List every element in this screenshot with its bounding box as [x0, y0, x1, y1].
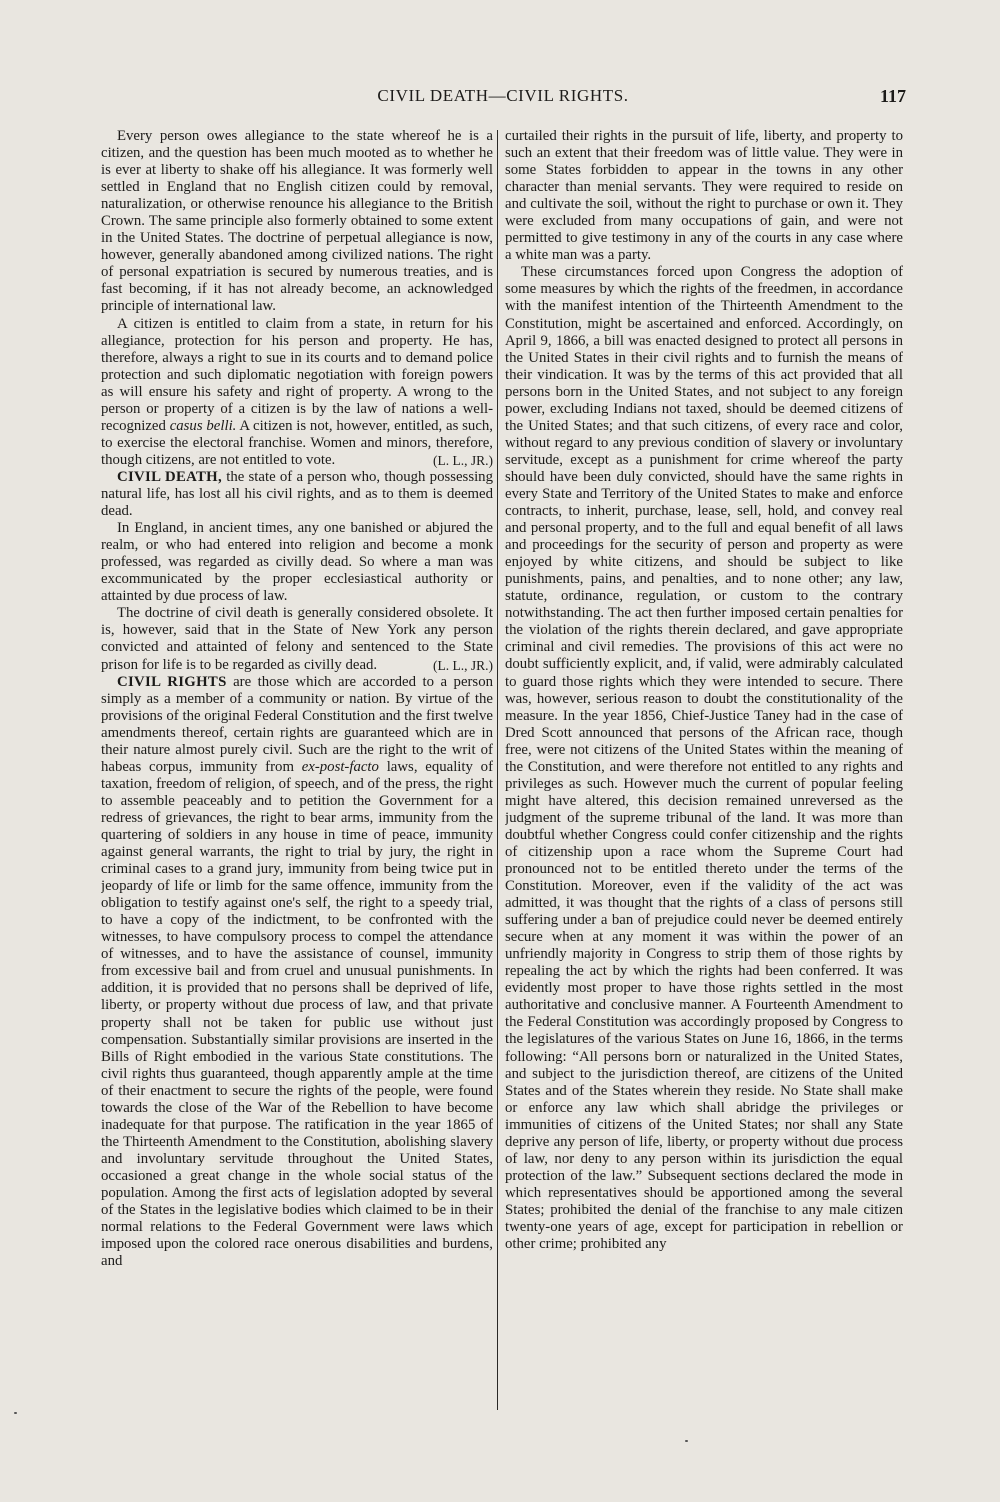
entry-definition: are those which are accorded to a person simply as a member of a community or nation. By virtue of the provisions of the original Federal Constitution and the first twelve amendments thereof, certain rights are guaranteed which are in their nature almost purely civil. Such are the right to the writ of habeas corpus, immunity from: [101, 673, 493, 775]
entry-definition: the state of a person who, though possessing natural life, has lost all his civil rights, and as to them is deemed dead.: [101, 468, 493, 520]
author-signature: (L. L., JR.): [433, 657, 493, 673]
continued-paragraph: curtailed their rights in the pursuit of life, liberty, and property to such an extent that their freedom was of little value. They were in some States forbidden to appear in the towns in any other character than menial servants. They were required to reside on and cultivate the soil, without the right to purchase or own it. They were excluded from many occupations of gain, and were not permitted to give testimony in any of the courts in any case where a white man was a party.: [505, 128, 903, 264]
entry-headword: CIVIL DEATH,: [117, 468, 222, 485]
entry-headword: CIVIL RIGHTS: [117, 673, 227, 690]
scan-speck: [14, 1412, 17, 1414]
page-header: [100, 86, 906, 112]
paragraph-text: The doctrine of civil death is generally considered obsolete. It is, however, said that in the State of New York any person convicted and attainted of felony and sentenced to the State prison for life is to be regarded as civilly dead.: [101, 605, 493, 673]
italic-term: ex-post-facto: [301, 758, 379, 775]
paragraph-text: A citizen is entitled to claim from a state, in return for his allegiance, protection for his person and property. He has, therefore, always a right to sue in its courts and to demand police protection and such diplomatic negotiation with foreign powers as will ensure his safety and right of property. A wrong to the person or property of a citizen is by the law of nations a well-recognized: [101, 315, 493, 434]
civil-death-obsolete-paragraph: [101, 605, 493, 673]
italic-term: casus belli.: [169, 417, 237, 434]
fourteenth-amendment-paragraph: These circumstances forced upon Congress the adoption of some measures by which the rights of the freedmen, in accordance with the manifest intention of the Thirteenth Amendment to the Constitution, might be ascertained and enforced. Accordingly, on April 9, 1866, a bill was enacted designed to protect all persons in the United States in their civil rights and to furnish the means of their vindication. It was by the terms of this act provided that all persons born in the United States, and not subject to any foreign power, excluding Indians not taxed, should be deemed citizens of the United States; and that such citizens, of every race and color, without regard to any previous condition of slavery or involuntary servitude, except as a punishment for crime whereof the party should have been duly convicted, should have the same rights in every State and Territory of the United States to make and enforce contracts, to inherit, purchase, lease, sell, hold, and convey real and personal property, and to the full and equal benefit of all laws and proceedings for the security of person and property as were enjoyed by white citizens, and should be subject to like punishments, pains, and penalties, and to none other; any law, statute, ordinance, regulation, or custom to the contrary notwithstanding. The act then further imposed certain penalties for the violation of the rights therein declared, and gave appropriate criminal and civil remedies. The provisions of this act were no doubt sufficiently explicit, and, if valid, were admirably calculated to guard those rights which they were intended to secure. There was, however, serious reason to doubt the constitutionality of the measure. In the year 1856, Chief-Justice Taney had in the case of Dred Scott announced that persons of the African race, though free, were not citizens of the United States within the meaning of the Constitution, and were therefore not entitled to any rights and privileges as such. However much the current of popular feeling might have altered, this decision remained unreversed as the judgment of the supreme tribunal of the land. It was more than doubtful whether Congress could confer citizenship and the rights of citizenship upon a race whom the Supreme Court had pronounced not to be entitled thereto under the terms of the Constitution. Moreover, even if the validity of the act was admitted, it was thought that the rights of a class of persons still suffering under a ban of prejudice could never be deemed entirely secure when at any moment it was within the power of an unfriendly majority in Congress to strip them of those rights by repealing the act by which the rights had been conferred. It was evidently most proper to have those rights settled in the most authoritative and conclusive manner. A Fourteenth Amendment to the Federal Constitution was accordingly proposed by Congress to the legislatures of the various States on June 16, 1866, in the terms following: “All persons born or naturalized in the United States, and subject to the jurisdiction thereof, are citizens of the United States and of the States wherein they reside. No State shall make or enforce any law which shall abridge the privileges or immunities of citizens of the United States; nor shall any State deprive any person of life, liberty, or property without due process of law, nor deny to any person within its jurisdiction the equal protection of the law.” Subsequent sections declared the mode in which representatives should be apportioned among the several States; prohibited the denial of the franchise to any male citizen twenty-one years of age, except for participation in rebellion or other crime; prohibited any: [505, 264, 903, 1253]
scan-speck: [685, 1440, 688, 1442]
england-civil-death-paragraph: In England, in ancient times, any one banished or abjured the realm, or who had entered into religion and become a monk professed, was regarded as civilly dead. So where a man was excommunicated by the proper ecclesiastical authority or attainted by due process of law.: [101, 520, 493, 605]
column-divider: [497, 130, 498, 1410]
citizen-protection-paragraph: [101, 316, 493, 469]
paragraph-text: A citizen is not, however, entitled, as such, to exercise the electoral franchise. Women and minors, therefore, though citizens, are not entitled to vote.: [101, 417, 493, 468]
allegiance-paragraph: Every person owes allegiance to the state whereof he is a citizen, and the question has been much mooted as to whether he is ever at liberty to shake off his allegiance. It was formerly well settled in England that no English citizen could by removal, naturalization, or otherwise renounce his allegiance to the British Crown. The same principle also formerly obtained to some extent in the United States. The doctrine of perpetual allegiance is now, however, generally abandoned among civilized nations. The right of personal expatriation is secured by numerous treaties, and is fast becoming, if it has not already become, an acknowledged principle of international law.: [101, 128, 493, 315]
civil-death-entry: [101, 469, 493, 520]
left-column: [101, 128, 493, 1420]
paragraph-text: laws, equality of taxation, freedom of religion, of speech, and of the press, the right to assemble peaceably and to petition the Government for a redress of grievances, the right to bear arms, immunity from the quartering of soldiers in any house in time of peace, immunity against general warrants, the right to trial by jury, the right in criminal cases to a grand jury, immunity from being twice put in jeopardy of life or limb for the same offence, immunity from the obligation to testify against one's self, the right to a speedy trial, to have a copy of the indictment, to be confronted with the witnesses, to have compulsory process to compel the attendance of witnesses, and to have the assistance of counsel, immunity from excessive bail and from cruel and unusual punishments. In addition, it is provided that no persons shall be deprived of life, liberty, or property without due process of law, and that private property shall not be taken for public use without just compensation. Substantially similar provisions are inserted in the Bills of Right embodied in the various State constitutions. The civil rights thus guaranteed, though apparently ample at the time of their enactment to secure the rights of the people, were found towards the close of the War of the Rebellion to have become inadequate for that purpose. The ratification in the year 1865 of the Thirteenth Amendment to the Constitution, abolishing slavery and involuntary servitude throughout the United States, occasioned a great change in the whole social status of the population. Among the first acts of legislation adopted by several of the States in the legislative bodies which claimed to be in their normal relations to the Federal Government were laws which imposed upon the colored race onerous disabilities and burdens, and: [101, 758, 493, 1270]
civil-rights-entry: [101, 674, 493, 1271]
running-head: CIVIL DEATH—CIVIL RIGHTS.: [377, 86, 629, 105]
right-column: [505, 128, 903, 1420]
author-signature: (L. L., JR.): [433, 452, 493, 468]
page-number: 117: [879, 86, 906, 106]
